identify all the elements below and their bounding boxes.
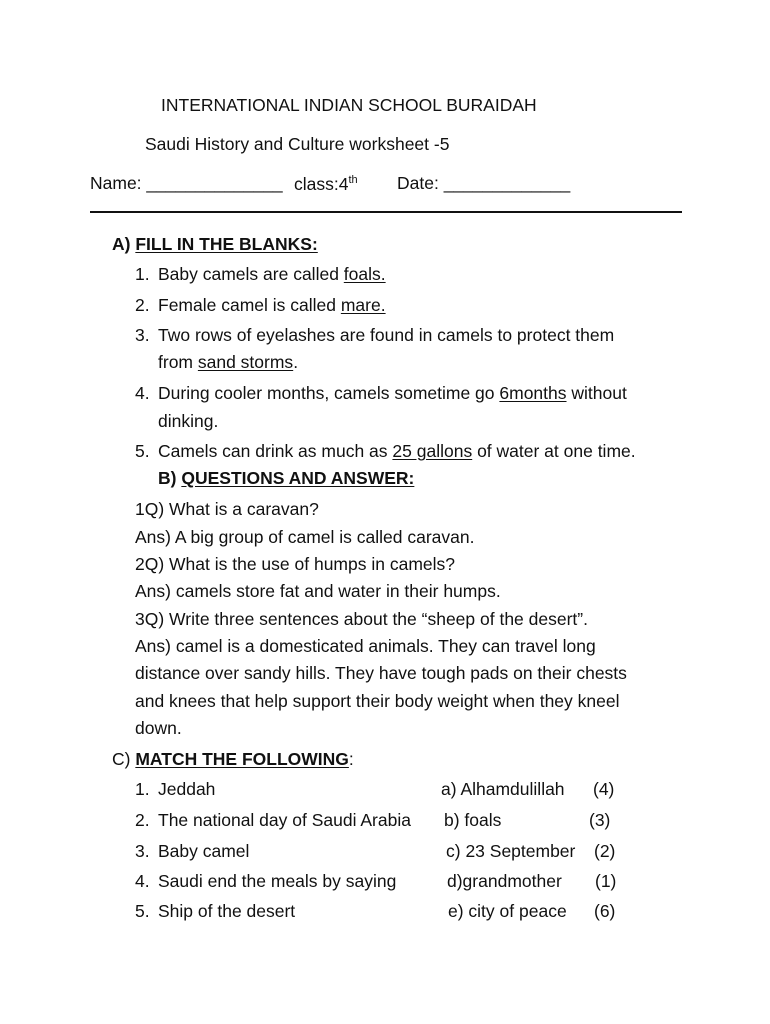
item-answer: 6months	[499, 383, 567, 403]
item-answer: 25 gallons	[392, 441, 473, 461]
match-left: The national day of Saudi Arabia	[158, 810, 411, 830]
item-text-pre: from	[158, 352, 198, 372]
match-answer-5: (6)	[594, 901, 616, 921]
class-label: class:4	[294, 174, 349, 194]
date-field: Date: _____________	[397, 173, 571, 193]
match-number: 3.	[135, 841, 150, 861]
blank-item-4	[135, 383, 627, 403]
qa-line-8: and knees that help support their body weight when they kneel	[135, 691, 620, 711]
match-row-3	[135, 841, 250, 861]
item-number: 4.	[135, 383, 150, 403]
class-field	[294, 175, 358, 194]
item-text	[158, 385, 627, 403]
qa-line-9: down.	[135, 718, 182, 738]
section-c-title: MATCH THE FOLLOWING	[135, 749, 349, 769]
match-number: 5.	[135, 901, 150, 921]
qa-line-7: distance over sandy hills. They have tough pads on their chests	[135, 663, 627, 683]
blank-item-1	[135, 264, 386, 284]
match-left: Saudi end the meals by saying	[158, 871, 397, 891]
qa-line-4: Ans) camels store fat and water in their humps.	[135, 581, 501, 601]
section-a-marker: A)	[112, 234, 131, 254]
match-left: Baby camel	[158, 841, 250, 861]
item-answer: sand storms	[197, 352, 294, 372]
school-title: INTERNATIONAL INDIAN SCHOOL BURAIDAH	[161, 95, 537, 115]
match-left: Jeddah	[158, 779, 216, 799]
item-text-post: .	[293, 352, 299, 372]
item-text-pre: Camels can drink as much as	[158, 441, 393, 461]
section-c-colon: :	[348, 749, 354, 769]
match-right-4: d)grandmother	[447, 871, 562, 891]
match-answer-1: (4)	[593, 779, 615, 799]
match-left: Ship of the desert	[158, 901, 296, 921]
blank-item-3	[135, 325, 615, 345]
item-answer: foals.	[343, 264, 386, 284]
item-number: 1.	[135, 264, 150, 284]
section-c-marker: C)	[112, 749, 131, 769]
item-text-pre: Baby camels are called	[158, 264, 344, 284]
match-answer-2: (3)	[589, 810, 611, 830]
match-number: 4.	[135, 871, 150, 891]
section-b-title: QUESTIONS AND ANSWER:	[181, 468, 415, 488]
match-row-5	[135, 901, 296, 921]
match-right-5: e) city of peace	[448, 901, 567, 921]
match-right-1: a) Alhamdulillah	[441, 779, 565, 799]
match-row-2	[135, 810, 411, 830]
match-row-4	[135, 871, 397, 891]
worksheet-subtitle: Saudi History and Culture worksheet -5	[145, 134, 450, 154]
match-row-1	[135, 779, 216, 799]
item-number: 5.	[135, 441, 150, 461]
item-answer: mare.	[340, 295, 386, 315]
match-right-2: b) foals	[444, 810, 502, 830]
blank-item-4-continued: dinking.	[158, 411, 219, 431]
match-right-3: c) 23 September	[446, 841, 576, 861]
item-text	[158, 443, 636, 461]
item-text-post: without	[566, 383, 627, 403]
match-number: 1.	[135, 779, 150, 799]
item-text-pre: During cooler months, camels sometime go	[158, 383, 500, 403]
section-b-marker: B)	[158, 468, 177, 488]
qa-line-3: 2Q) What is the use of humps in camels?	[135, 554, 455, 574]
section-c-heading	[112, 751, 354, 769]
item-text	[158, 266, 386, 284]
item-text: Two rows of eyelashes are found in camels to protect them	[158, 325, 615, 345]
section-a-title: FILL IN THE BLANKS:	[135, 234, 318, 254]
section-a-heading	[112, 236, 318, 254]
qa-line-6: Ans) camel is a domesticated animals. They can travel long	[135, 636, 596, 656]
item-text-post: of water at one time.	[472, 441, 636, 461]
class-superscript: th	[348, 174, 358, 186]
item-text-pre: Female camel is called	[158, 295, 341, 315]
qa-line-5: 3Q) Write three sentences about the “sheep of the desert”.	[135, 609, 588, 629]
blank-item-2	[135, 295, 386, 315]
match-answer-4: (1)	[595, 871, 617, 891]
item-number: 3.	[135, 325, 150, 345]
qa-line-1: 1Q) What is a caravan?	[135, 499, 319, 519]
section-b-heading	[158, 470, 414, 488]
match-answer-3: (2)	[594, 841, 616, 861]
match-number: 2.	[135, 810, 150, 830]
blank-item-5	[135, 441, 636, 461]
item-text	[158, 297, 386, 315]
name-field: Name: ______________	[90, 173, 283, 193]
item-number: 2.	[135, 295, 150, 315]
qa-line-2: Ans) A big group of camel is called caravan.	[135, 527, 475, 547]
header-divider	[90, 211, 682, 213]
blank-item-3-continued	[158, 354, 298, 372]
